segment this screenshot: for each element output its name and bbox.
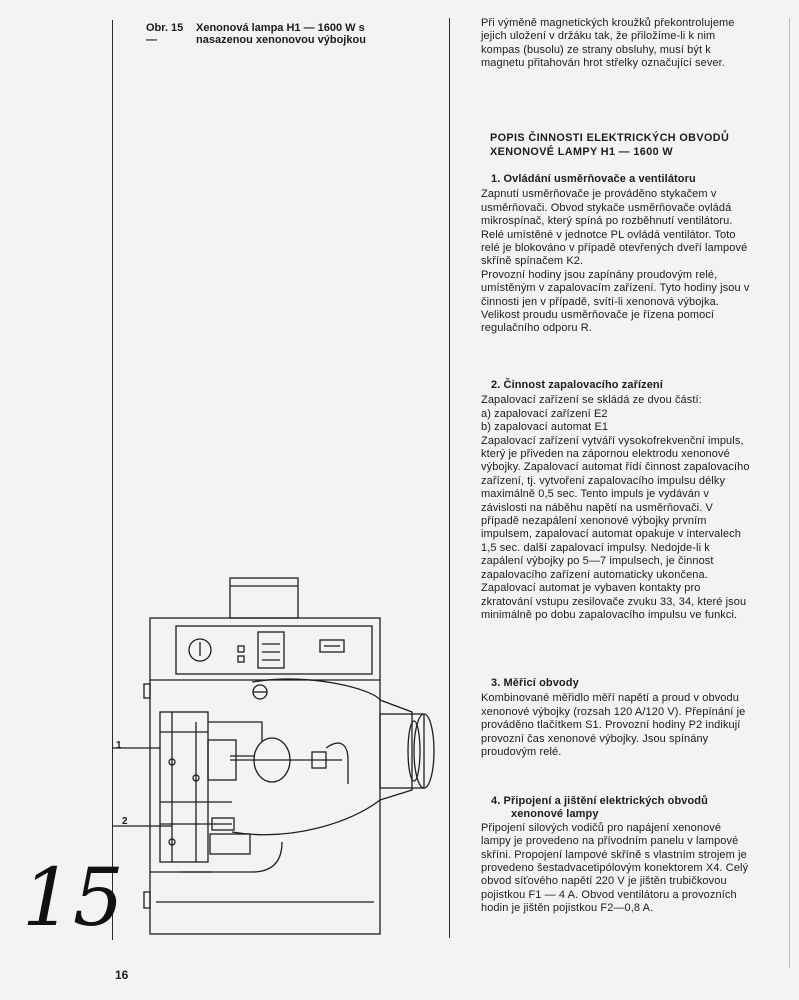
lamp-drawing	[112, 572, 452, 942]
main-title: POPIS ČINNOSTI ELEKTRICKÝCH OBVODŮ XENONOVÉ LAMPY H1 — 1600 W	[490, 132, 730, 158]
figure-label-1: 1	[116, 740, 122, 751]
control-panel	[176, 626, 372, 674]
section-1-para-3: Velikost proudu usměrňovače je řízena pomocí regulačního odporu R.	[481, 309, 715, 335]
figure-caption-text: Xenonová lampa H1 — 1600 W s nasazenou xenonovou výbojkou	[196, 22, 366, 46]
section-2-item-a: a) zapalovací zařízení E2	[481, 407, 608, 420]
section-2-item-b: b) zapalovací automat E1	[481, 421, 609, 434]
section-4-para-1: Připojení silových vodičů pro napájení xenonové lampy je provedeno na přívodním panelu v lampové skříni. Propojení lampové skříně s vlastním strojem je provedeno šestadvacetipólovým konektorem X4. Celý obvod síťového napětí 220 V je jištěn trubičkovou pojistkou F1 — 4 A. Obvod ventilátoru a provozních hodin je jištěn pojistkou F2—0,8 A.	[481, 821, 749, 915]
section-2-para-2: Zapalovací zařízení vytváří vysokofrekvenční impuls, který je přiveden na zápornou elektrodu xenonové výbojky. Zapalovací automat řídí činnost zapalovacího zařízení, tj. vytvoření zapalovacího impulsu délky maximálně 0,5 sec. Tento impuls je vydáván v závislosti na náběhu napětí na usměrňovači. V případě nezapálení xenonové výbojky prvním impulsem, zapalovací automat opakuje v intervalech 1,5 sec. další zapalovací impulsy. Nedojde-li k zapálení výbojky po 5—7 impulsech, je činnost zapalovacího zařízení automaticky ukončena.	[481, 434, 750, 581]
section-4	[481, 795, 753, 916]
section-3	[481, 677, 753, 759]
section-2-heading: 2. Činnost zapalovacího zařízení	[491, 379, 663, 391]
section-3-heading: 3. Měřicí obvody	[491, 677, 579, 689]
section-1	[481, 173, 753, 336]
switch-plate	[258, 632, 284, 668]
lamp-housing	[150, 618, 380, 934]
figure-number: 15	[22, 851, 124, 944]
right-page-edge	[789, 18, 790, 968]
intro-text: Při výměně magnetických kroužků překontrolujeme jejich uložení v držáku tak, že přiložíme-li k nim kompas (busolu) ze strany obsluhy, musí být k magnetu přitahován hrot střelky označující sever.	[481, 17, 735, 70]
section-2-para-3: Zapalovací automat je vybaven kontakty pro zkratování vstupu zesilovače zvuku 33, 34, které jsou minimálně po dobu zapalovacího impulsu ve funkci.	[481, 582, 747, 621]
lamp-chimney	[230, 578, 298, 618]
page-number: 16	[115, 968, 129, 982]
reflector-outline	[232, 679, 412, 835]
section-4-heading: 4. Připojení a jištění elektrických obvodů	[491, 795, 708, 807]
lamp-illustration	[112, 572, 452, 942]
section-3-para-1: Kombinované měřidlo měří napětí a proud v obvodu xenonové výbojky (rozsah 120 A/120 V). Přepínání je prováděno tlačítkem S1. Provozní hodiny P2 indikují provozní čas xenonové výbojky. Jsou spínány proudovým relé.	[481, 692, 746, 759]
section-4-heading-line-2: xenonové lampy	[511, 808, 599, 821]
intro-paragraph	[481, 17, 753, 71]
section-1-heading: 1. Ovládání usměrňovače a ventilátoru	[491, 173, 696, 185]
internal-frame	[160, 712, 208, 862]
section-2	[481, 379, 753, 622]
section-2-para-1: Zapalovací zařízení se skládá ze dvou částí:	[481, 394, 702, 407]
figure-caption	[146, 22, 436, 46]
section-1-para-2: Provozní hodiny jsou zapínány proudovým relé, umístěným v zapalovacím zařízení. Tyto hodiny jsou v činnosti jen v případě, svítí-li xenonová výbojka.	[481, 268, 750, 308]
section-1-para-1: Zapnutí usměrňovače je prováděno stykačem v usměrňovači. Obvod stykače usměrňovače ovládá mikrospínač, který spíná po rozběhnutí ventilátoru. Relé umístěné v jednotce PL ovládá ventilátor. Toto relé je blokováno v případě otevřených dveří lampové skříně spínačem K2.	[481, 188, 748, 268]
figure-caption-lead: Obr. 15 —	[146, 22, 184, 46]
figure-label-2: 2	[122, 816, 128, 827]
